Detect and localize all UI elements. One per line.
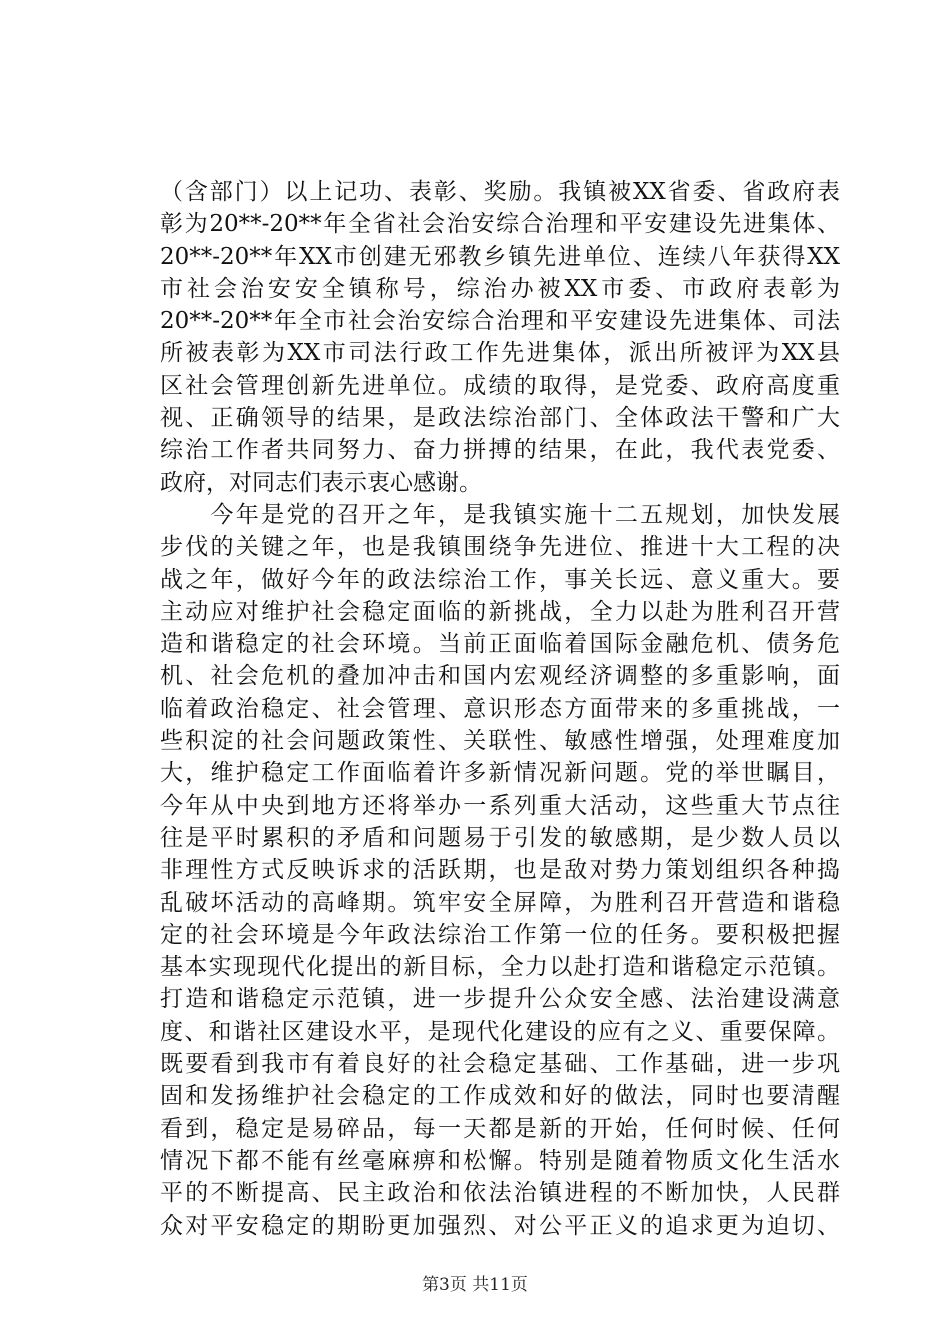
text-line: 基本实现现代化提出的新目标，全力以赴打造和谐稳定示范镇。 <box>160 954 840 981</box>
text-line: 视、正确领导的结果，是政法综治部门、全体政法干警和广大 <box>160 405 840 432</box>
text-line: 区社会管理创新先进单位。成绩的取得，是党委、政府高度重 <box>160 372 840 399</box>
text-line: 情况下都不能有丝毫麻痹和松懈。特别是随着物质文化生活水 <box>160 1147 840 1174</box>
text-line: （含部门）以上记功、表彰、奖励。我镇被XX省委、省政府表 <box>160 179 840 205</box>
text-line: 乱破坏活动的高峰期。筑牢安全屏障，为胜利召开营造和谐稳 <box>160 889 840 916</box>
page-number-footer: 第3页 共11页 <box>422 1275 528 1295</box>
text-line: 20**-20**年全市社会治安综合治理和平安建设先进集体、司法 <box>160 308 840 335</box>
text-line: 政府，对同志们表示衷心感谢。 <box>160 469 482 496</box>
text-line: 所被表彰为XX市司法行政工作先进集体，派出所被评为XX县 <box>160 340 840 367</box>
text-line: 定的社会环境是今年政法综治工作第一位的任务。要积极把握 <box>160 921 840 948</box>
text-line: 临着政治稳定、社会管理、意识形态方面带来的多重挑战，一 <box>160 695 840 722</box>
text-line: 非理性方式反映诉求的活跃期，也是敌对势力策划组织各种捣 <box>160 857 840 884</box>
text-line: 机、社会危机的叠加冲击和国内宏观经济调整的多重影响，面 <box>160 663 840 690</box>
text-line: 平的不断提高、民主政治和依法治镇进程的不断加快，人民群 <box>160 1180 840 1207</box>
text-line: 往是平时累积的矛盾和问题易于引发的敏感期，是少数人员以 <box>160 824 840 851</box>
text-line: 些积淀的社会问题政策性、关联性、敏感性增强，处理难度加 <box>160 728 840 755</box>
text-line: 度、和谐社区建设水平，是现代化建设的应有之义、重要保障。 <box>160 1018 840 1045</box>
text-line: 大，维护稳定工作面临着许多新情况新问题。党的举世瞩目， <box>160 760 840 787</box>
text-line: 20**-20**年XX市创建无邪教乡镇先进单位、连续八年获得XX <box>160 243 840 270</box>
text-line: 看到，稳定是易碎品，每一天都是新的开始，任何时候、任何 <box>160 1115 840 1142</box>
text-line: 今年是党的召开之年，是我镇实施十二五规划，加快发展 <box>160 501 840 528</box>
text-line: 主动应对维护社会稳定面临的新挑战，全力以赴为胜利召开营 <box>160 598 840 625</box>
text-line: 今年从中央到地方还将举办一系列重大活动，这些重大节点往 <box>160 792 840 819</box>
text-line: 造和谐稳定的社会环境。当前正面临着国际金融危机、债务危 <box>160 631 840 658</box>
text-line: 打造和谐稳定示范镇，进一步提升公众安全感、法治建设满意 <box>160 986 840 1013</box>
text-line: 市社会治安安全镇称号，综治办被XX市委、市政府表彰为 <box>160 275 840 302</box>
text-line: 步伐的关键之年，也是我镇围绕争先进位、推进十大工程的决 <box>160 534 840 561</box>
text-line: 固和发扬维护社会稳定的工作成效和好的做法，同时也要清醒 <box>160 1083 840 1110</box>
text-line: 彰为20**-20**年全省社会治安综合治理和平安建设先进集体、 <box>160 211 840 238</box>
text-line: 战之年，做好今年的政法综治工作，事关长远、意义重大。要 <box>160 566 840 593</box>
text-line: 既要看到我市有着良好的社会稳定基础、工作基础，进一步巩 <box>160 1051 840 1078</box>
text-line: 众对平安稳定的期盼更加强烈、对公平正义的追求更为迫切、 <box>160 1212 840 1239</box>
text-line: 综治工作者共同努力、奋力拼搏的结果，在此，我代表党委、 <box>160 437 840 464</box>
body-text <box>160 176 840 1242</box>
